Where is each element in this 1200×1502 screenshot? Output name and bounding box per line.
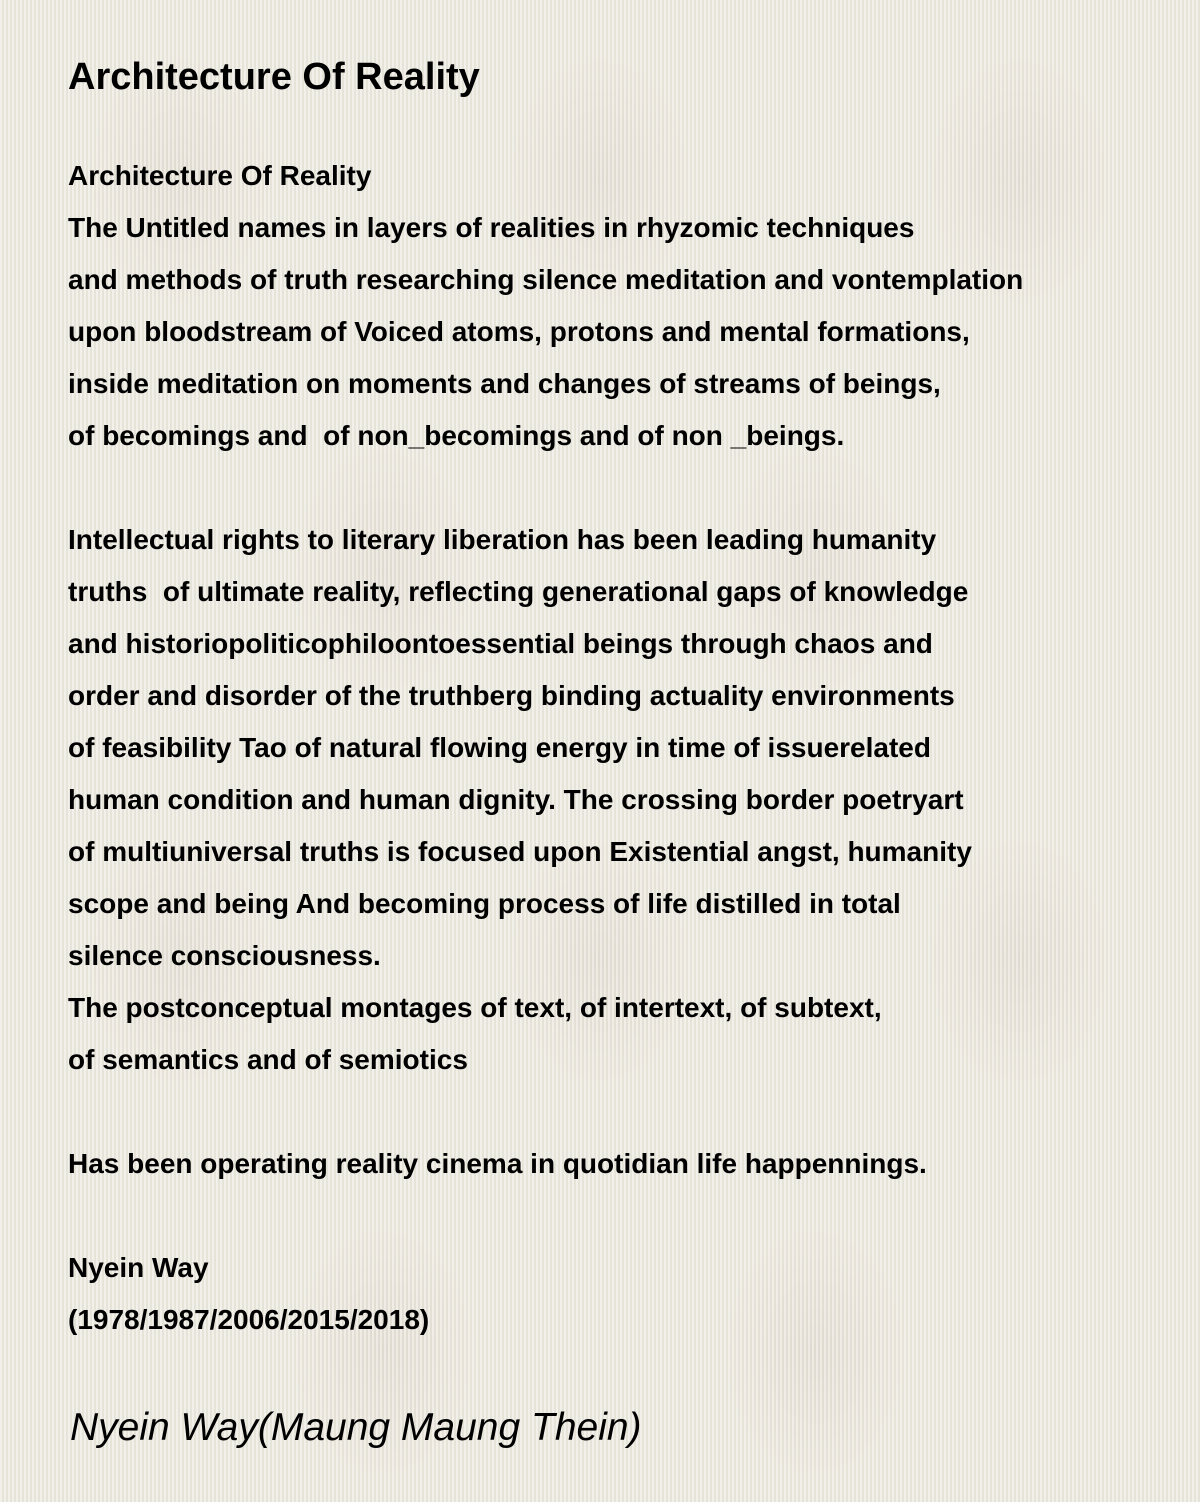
poem-line: human condition and human dignity. The crossing border poetryart — [68, 784, 964, 815]
poem-stanza-break — [68, 1086, 1193, 1138]
poem-line: of multiuniversal truths is focused upon Existential angst, humanity — [68, 836, 972, 867]
poem-line: silence consciousness. — [68, 940, 381, 971]
poem-title: Architecture Of Reality — [68, 56, 480, 98]
poem-line: truths of ultimate reality, reflecting generational gaps of knowledge — [68, 576, 969, 607]
poem-line: and historiopoliticophiloontoessential beings through chaos and — [68, 628, 933, 659]
poem-line: of becomings and of non_becomings and of non _beings. — [68, 420, 845, 451]
poem-body — [68, 150, 1193, 1346]
poem-line: Has been operating reality cinema in quotidian life happennings. — [68, 1148, 927, 1179]
poem-line: Architecture Of Reality — [68, 160, 372, 191]
poem-line: and methods of truth researching silence meditation and vontemplation — [68, 264, 1024, 295]
poem-line: upon bloodstream of Voiced atoms, protons and mental formations, — [68, 316, 970, 347]
poem-line: The Untitled names in layers of realities in rhyzomic techniques — [68, 212, 915, 243]
poem-line: inside meditation on moments and changes of streams of beings, — [68, 368, 941, 399]
poem-signature-dates: (1978/1987/2006/2015/2018) — [68, 1304, 430, 1335]
poem-signature-name: Nyein Way — [68, 1252, 209, 1283]
poem-stanza-break — [68, 1190, 1193, 1242]
poem-author: Nyein Way(Maung Maung Thein) — [70, 1406, 642, 1449]
poem-line: order and disorder of the truthberg binding actuality environments — [68, 680, 955, 711]
poem-line: of feasibility Tao of natural flowing energy in time of issuerelated — [68, 732, 931, 763]
poem-line: of semantics and of semiotics — [68, 1044, 468, 1075]
poem-line: The postconceptual montages of text, of intertext, of subtext, — [68, 992, 882, 1023]
poem-line: scope and being And becoming process of life distilled in total — [68, 888, 901, 919]
poem-stanza-break — [68, 462, 1193, 514]
poem-line: Intellectual rights to literary liberation has been leading humanity — [68, 524, 937, 555]
